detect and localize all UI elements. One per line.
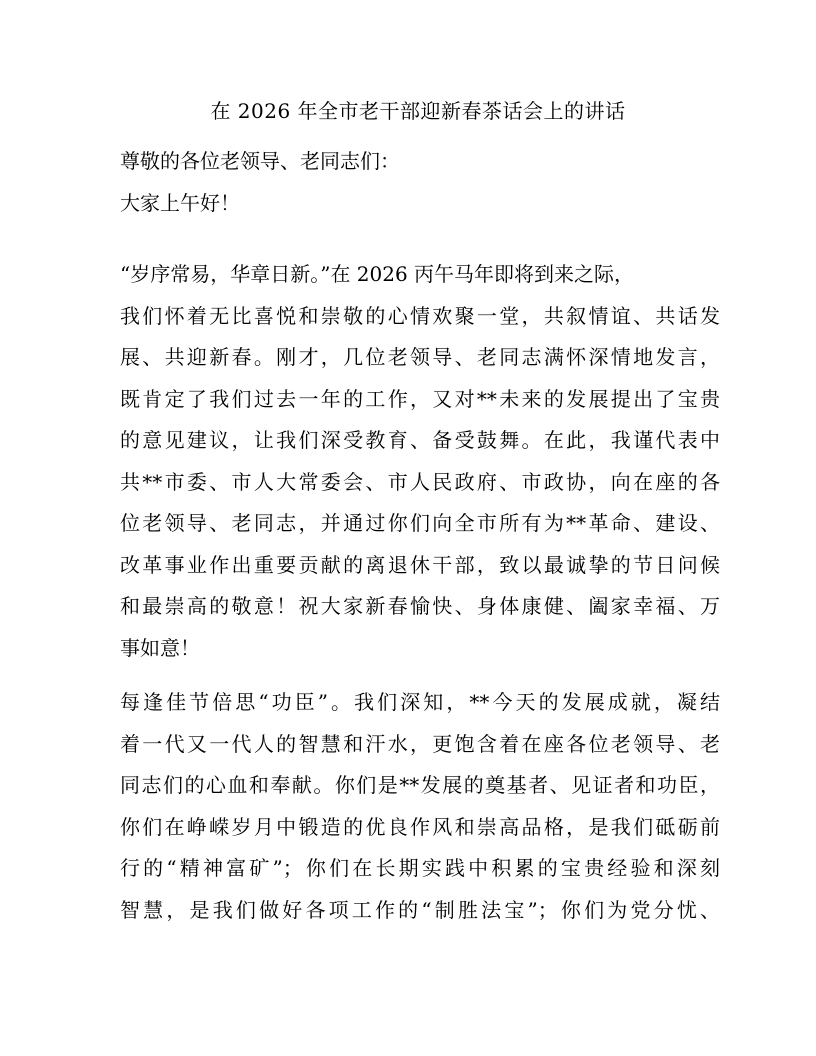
paragraph-1-line: 我们怀着无比喜悦和崇敬的心情欢聚一堂，共叙情谊、共话发 — [120, 303, 720, 328]
paragraph-2 — [120, 682, 720, 931]
paragraph-1-line: 事如意！ — [120, 635, 200, 660]
paragraph-1-line: 和最崇高的敬意！祝大家新春愉快、身体康健、阖家幸福、万 — [120, 594, 720, 618]
paragraph-1-line: 位老领导、老同志，并通过你们向全市所有为**革命、建设、 — [120, 511, 720, 535]
paragraph-2-line: 每逢佳节倍思“功臣”。我们深知，**今天的发展成就，凝结 — [120, 690, 720, 714]
document-title: 在 2026 年全市老干部迎新春茶话会上的讲话 — [210, 99, 626, 123]
paragraph-2-line: 智慧，是我们做好各项工作的“制胜法宝”；你们为党分忧、 — [120, 897, 720, 922]
paragraph-1-line: 的意见建议，让我们深受教育、备受鼓舞。在此，我谨代表中 — [120, 428, 720, 452]
paragraph-2-line: 着一代又一代人的智慧和汗水，更饱含着在座各位老领导、老 — [120, 731, 720, 756]
paragraph-1-line: “岁序常易，华章日新。”在 2026 丙午马年即将到来之际， — [120, 262, 635, 286]
paragraph-2-line: 你们在峥嵘岁月中锻造的优良作风和崇高品格，是我们砥砺前 — [120, 814, 720, 839]
paragraph-1-line: 共**市委、市人大常委会、市人民政府、市政协，向在座的各 — [120, 469, 720, 494]
salutation — [120, 141, 720, 183]
paragraph-2-line: 同志们的心血和奉献。你们是**发展的奠基者、见证者和功臣， — [120, 773, 720, 797]
paragraph-2-line: 行的“精神富矿”；你们在长期实践中积累的宝贵经验和深刻 — [120, 856, 720, 880]
greeting — [120, 183, 720, 225]
greeting-line: 大家上午好！ — [120, 191, 240, 215]
paragraph-1-line: 展、共迎新春。刚才，几位老领导、老同志满怀深情地发言， — [120, 345, 720, 369]
paragraph-1 — [120, 254, 720, 669]
paragraph-1-line: 既肯定了我们过去一年的工作，又对**未来的发展提出了宝贵 — [120, 386, 720, 411]
paragraph-1-line: 改革事业作出重要贡献的离退休干部，致以最诚挚的节日问候 — [120, 552, 720, 577]
salutation-line: 尊敬的各位老领导、老同志们： — [120, 149, 400, 173]
